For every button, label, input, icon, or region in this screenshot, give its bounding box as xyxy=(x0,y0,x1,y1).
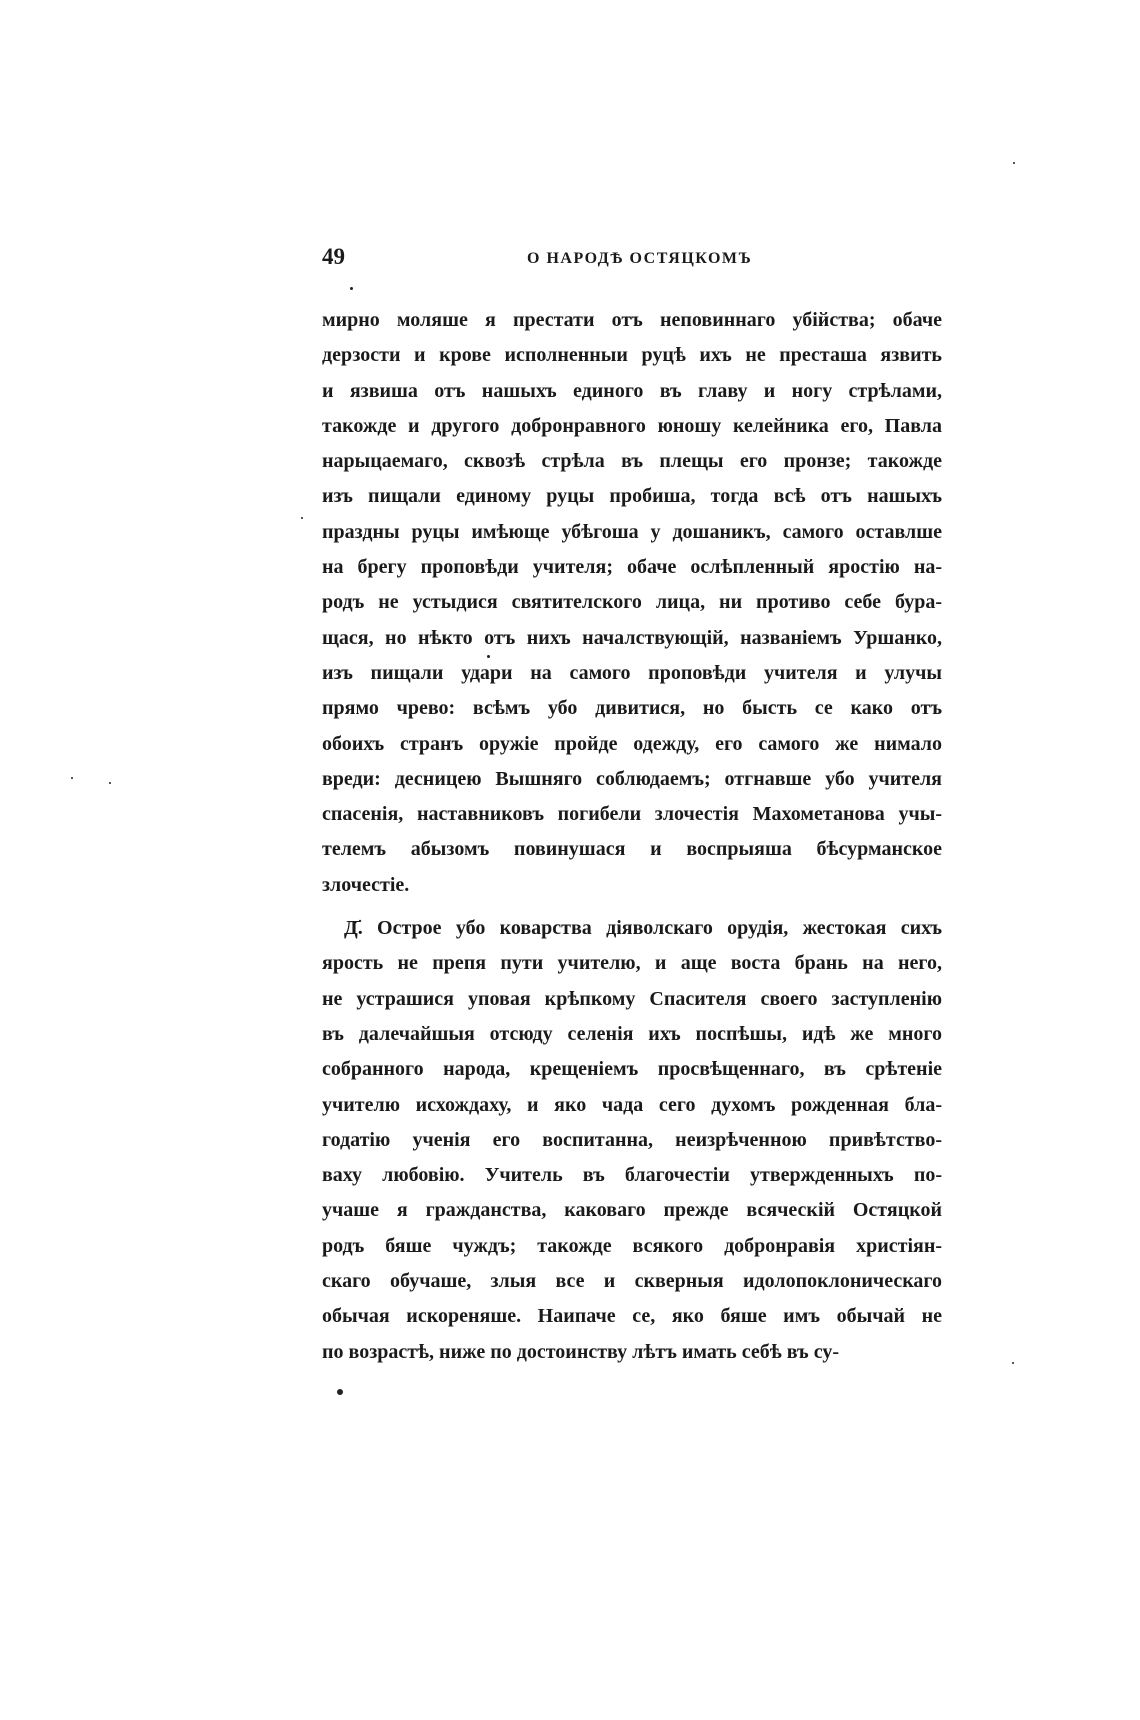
scan-speck xyxy=(71,777,73,779)
text-line: злочестіе. xyxy=(322,873,410,896)
text-line: щася, но нѣкто отъ нихъ началствующій, названіемъ Уршанко, xyxy=(322,626,942,649)
text-line: и язвиша отъ нашыхъ единого въ главу и ногу стрѣлами, xyxy=(322,379,942,402)
page-number: 49 xyxy=(322,244,345,269)
text-line: ваху любовію. Учитель въ благочестіи утвержденныхъ по- xyxy=(322,1164,942,1187)
text-line: годатію ученія его воспитанна, неизрѣченною привѣтство- xyxy=(322,1128,942,1151)
scan-speck xyxy=(350,287,353,290)
text-line: вреди: десницею Вышняго соблюдаемъ; отгнавше убо учителя xyxy=(322,767,942,790)
text-line: учителю исхождаху, и яко чада сего духомъ рожденная бла- xyxy=(322,1093,942,1116)
text-line: родъ бяше чуждъ; такожде всякого добронравія христіян- xyxy=(322,1234,942,1257)
text-line: праздны руцы имѣюще убѣгоша у дошаникъ, самого оставлше xyxy=(322,520,942,543)
text-line: обоихъ странъ оружіе пройде одежду, его самого же нимало xyxy=(322,732,942,755)
text-line: родъ не устыдися святителского лица, ни противо себе бура- xyxy=(322,591,942,614)
scan-speck xyxy=(109,782,111,784)
scan-speck xyxy=(1012,1362,1014,1364)
running-title: О НАРОДѢ ОСТЯЦКОМЪ xyxy=(527,250,753,267)
body-text xyxy=(322,303,942,1370)
paragraph-1 xyxy=(322,303,942,903)
text-line: не устрашися уповая крѣпкому Спасителя своего заступленію xyxy=(322,987,942,1010)
scan-speck xyxy=(1013,162,1015,164)
text-line: мирно моляше я престати отъ неповиннаго убійства; обаче xyxy=(322,309,942,331)
text-line: ярость не препя пути учителю, и аще воста брань на него, xyxy=(322,952,942,975)
text-line: по возрастѣ, ниже по достоинству лѣтъ имать себѣ въ су- xyxy=(322,1340,839,1363)
scan-speck xyxy=(487,655,490,658)
scan-speck xyxy=(337,1389,343,1395)
scan-speck xyxy=(301,517,303,519)
text-line: на брегу проповѣди учителя; обаче ослѣпленный яростію на- xyxy=(322,556,942,579)
text-line: спасенія, наставниковъ погибели злочестія Махометанова учы- xyxy=(322,803,942,826)
text-line: Д҃. Острое убо коварства діяволскаго орудія, жестокая сихъ xyxy=(344,917,942,940)
text-line: учаше я гражданства, каковаго прежде всяческій Остяцкой xyxy=(322,1199,942,1222)
paragraph-container xyxy=(322,303,942,1370)
text-line: изъ пищали удари на самого проповѣди учителя и улучы xyxy=(322,661,942,684)
page-header xyxy=(322,244,952,278)
text-line: въ далечайшыя отсюду селенія ихъ поспѣшы, идѣ же много xyxy=(322,1022,942,1045)
text-line: такожде и другого добронравного юношу келейника его, Павла xyxy=(322,414,942,437)
text-line: прямо чрево: всѣмъ убо дивитися, но бысть се како отъ xyxy=(322,697,942,720)
paragraph-gap xyxy=(322,903,942,911)
text-line: обычая искореняше. Наипаче се, яко бяше имъ обычай не xyxy=(322,1305,942,1328)
text-line: телемъ абызомъ повинушася и воспрыяша бѣсурманское xyxy=(322,838,942,861)
text-line: нарыцаемаго, сквозѣ стрѣла въ плещы его пронзе; такожде xyxy=(322,450,942,473)
text-line: скаго обучаше, злыя все и скверныя идолопоклоническаго xyxy=(322,1270,942,1293)
text-line: дерзости и крове исполненныи руцѣ ихъ не престаша язвить xyxy=(322,344,942,367)
text-line: собранного народа, крещеніемъ просвѣщеннаго, въ срѣтеніе xyxy=(322,1058,942,1081)
paragraph-2 xyxy=(322,911,942,1370)
text-line: изъ пищали единому руцы пробиша, тогда всѣ отъ нашыхъ xyxy=(322,485,942,508)
